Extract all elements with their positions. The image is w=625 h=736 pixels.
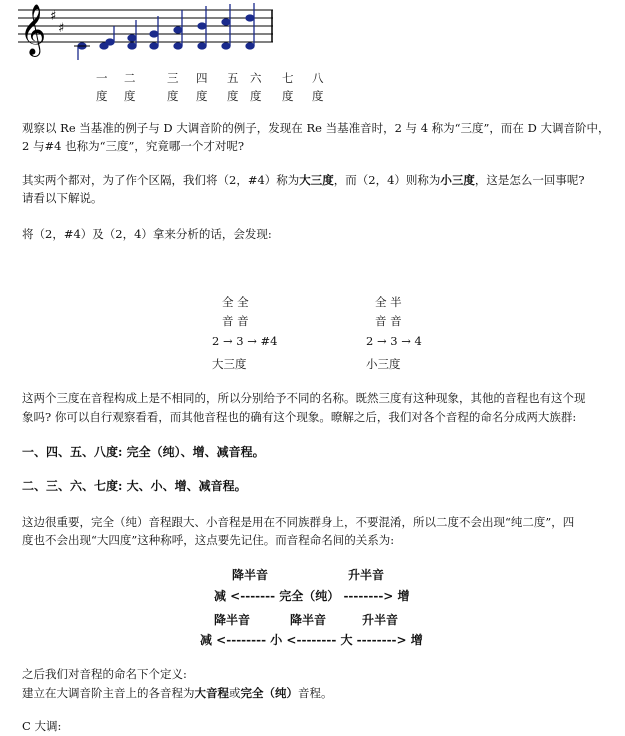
text: ，而（2，4）则称为 — [333, 173, 441, 187]
music-staff — [18, 2, 278, 62]
left-sound: 音 音 — [222, 314, 249, 328]
note-d-a — [174, 10, 182, 49]
left-name: 大三度 — [212, 357, 247, 371]
sharp-icon: ♯ — [58, 21, 65, 36]
note-d-g — [150, 16, 158, 49]
rel2-line: 减 <-------- 小 <-------- 大 --------> 增 — [200, 633, 423, 647]
para2-line1 — [22, 170, 585, 190]
rel2-down1-label: 降半音 — [214, 613, 251, 627]
perfect-interval-term: 完全（纯） — [240, 686, 298, 700]
para1-line2: 2 与#4 也称为“三度”，究竟哪一个才对呢? — [22, 139, 245, 153]
degree-8-bottom: 度 — [312, 89, 324, 103]
para5-line2: 度也不会出现“大四度”这种称呼，这点要先记住。而音程命名间的关系为: — [22, 533, 395, 547]
major-interval-term: 大音程 — [194, 686, 229, 700]
degree-5-top: 五 — [227, 71, 239, 85]
text: 建立在大调音阶主音上的各音程为 — [22, 686, 195, 700]
rel2-up-label: 升半音 — [362, 613, 399, 627]
para1-line1: 观察以 Re 当基准的例子与 D 大调音阶的例子，发现在 Re 当基准音时，2 与 4 称为“三度”，而在 D 大调音阶中， — [22, 121, 610, 135]
rel1-up-label: 升半音 — [348, 568, 385, 582]
right-sound: 音 音 — [375, 314, 402, 328]
text: ，这是怎么一回事呢? — [474, 173, 585, 187]
degree-1-top: 一 — [96, 71, 108, 85]
text: 其实两个都对，为了作个区隔，我们将（2，#4）称为 — [22, 173, 300, 187]
note-d-b — [198, 6, 206, 49]
degree-1-bottom: 度 — [96, 89, 108, 103]
minor-third-term: 小三度 — [440, 173, 475, 187]
degree-4-top: 四 — [196, 71, 208, 85]
note-d-e — [100, 26, 114, 49]
left-steps: 全 全 — [222, 295, 249, 309]
group1-heading: 一、四、五、八度: 完全（纯）、增、减音程。 — [22, 445, 265, 459]
text: 或 — [229, 686, 241, 700]
degree-4-bottom: 度 — [196, 89, 208, 103]
major-third-term: 大三度 — [299, 173, 334, 187]
degree-2-bottom: 度 — [124, 89, 136, 103]
degree-7-bottom: 度 — [282, 89, 294, 103]
degree-2-top: 二 — [124, 71, 136, 85]
group2-heading: 二、三、六、七度: 大、小、增、减音程。 — [22, 479, 247, 493]
treble-clef-icon: 𝄞 — [20, 4, 47, 55]
para4-line1: 这两个三度在音程构成上是不相同的，所以分别给予不同的名称。既然三度有这种现象，其他的音程也有这个现 — [22, 391, 586, 405]
note-d — [74, 43, 90, 60]
rel1-down-label: 降半音 — [232, 568, 269, 582]
degree-5-bottom: 度 — [227, 89, 239, 103]
right-steps: 全 半 — [375, 295, 402, 309]
degree-8-top: 八 — [312, 71, 324, 85]
right-notes: 2 → 3 → 4 — [366, 334, 422, 348]
left-notes: 2 → 3 → #4 — [212, 334, 278, 348]
rel1-line: 减 <------- 完全（纯） --------> 增 — [214, 589, 410, 603]
sharp-icon: ♯ — [50, 9, 57, 24]
c-major-heading: C 大调: — [22, 719, 62, 733]
degree-7-top: 七 — [282, 71, 294, 85]
rel2-down2-label: 降半音 — [290, 613, 327, 627]
definition-line1: 之后我们对音程的命名下个定义: — [22, 667, 187, 681]
para4-line2: 象吗? 你可以自行观察看看，而其他音程也的确有这个现象。暸解之后，我们对各个音程的命名分成两大族群: — [22, 410, 577, 424]
definition-line2 — [22, 683, 333, 703]
para2-line2: 请看以下解说。 — [22, 191, 103, 205]
degree-6-bottom: 度 — [250, 89, 262, 103]
right-name: 小三度 — [366, 357, 401, 371]
degree-3-bottom: 度 — [167, 89, 179, 103]
para5-line1: 这边很重要，完全（纯）音程跟大、小音程是用在不同族群身上，不要混淆，所以二度不会出现“纯二度”，四 — [22, 515, 575, 529]
text: 音程。 — [298, 686, 333, 700]
degree-6-top: 六 — [250, 71, 262, 85]
para3: 将（2，#4）及（2，4）拿来分析的话，会发现: — [22, 227, 272, 241]
degree-3-top: 三 — [167, 71, 179, 85]
